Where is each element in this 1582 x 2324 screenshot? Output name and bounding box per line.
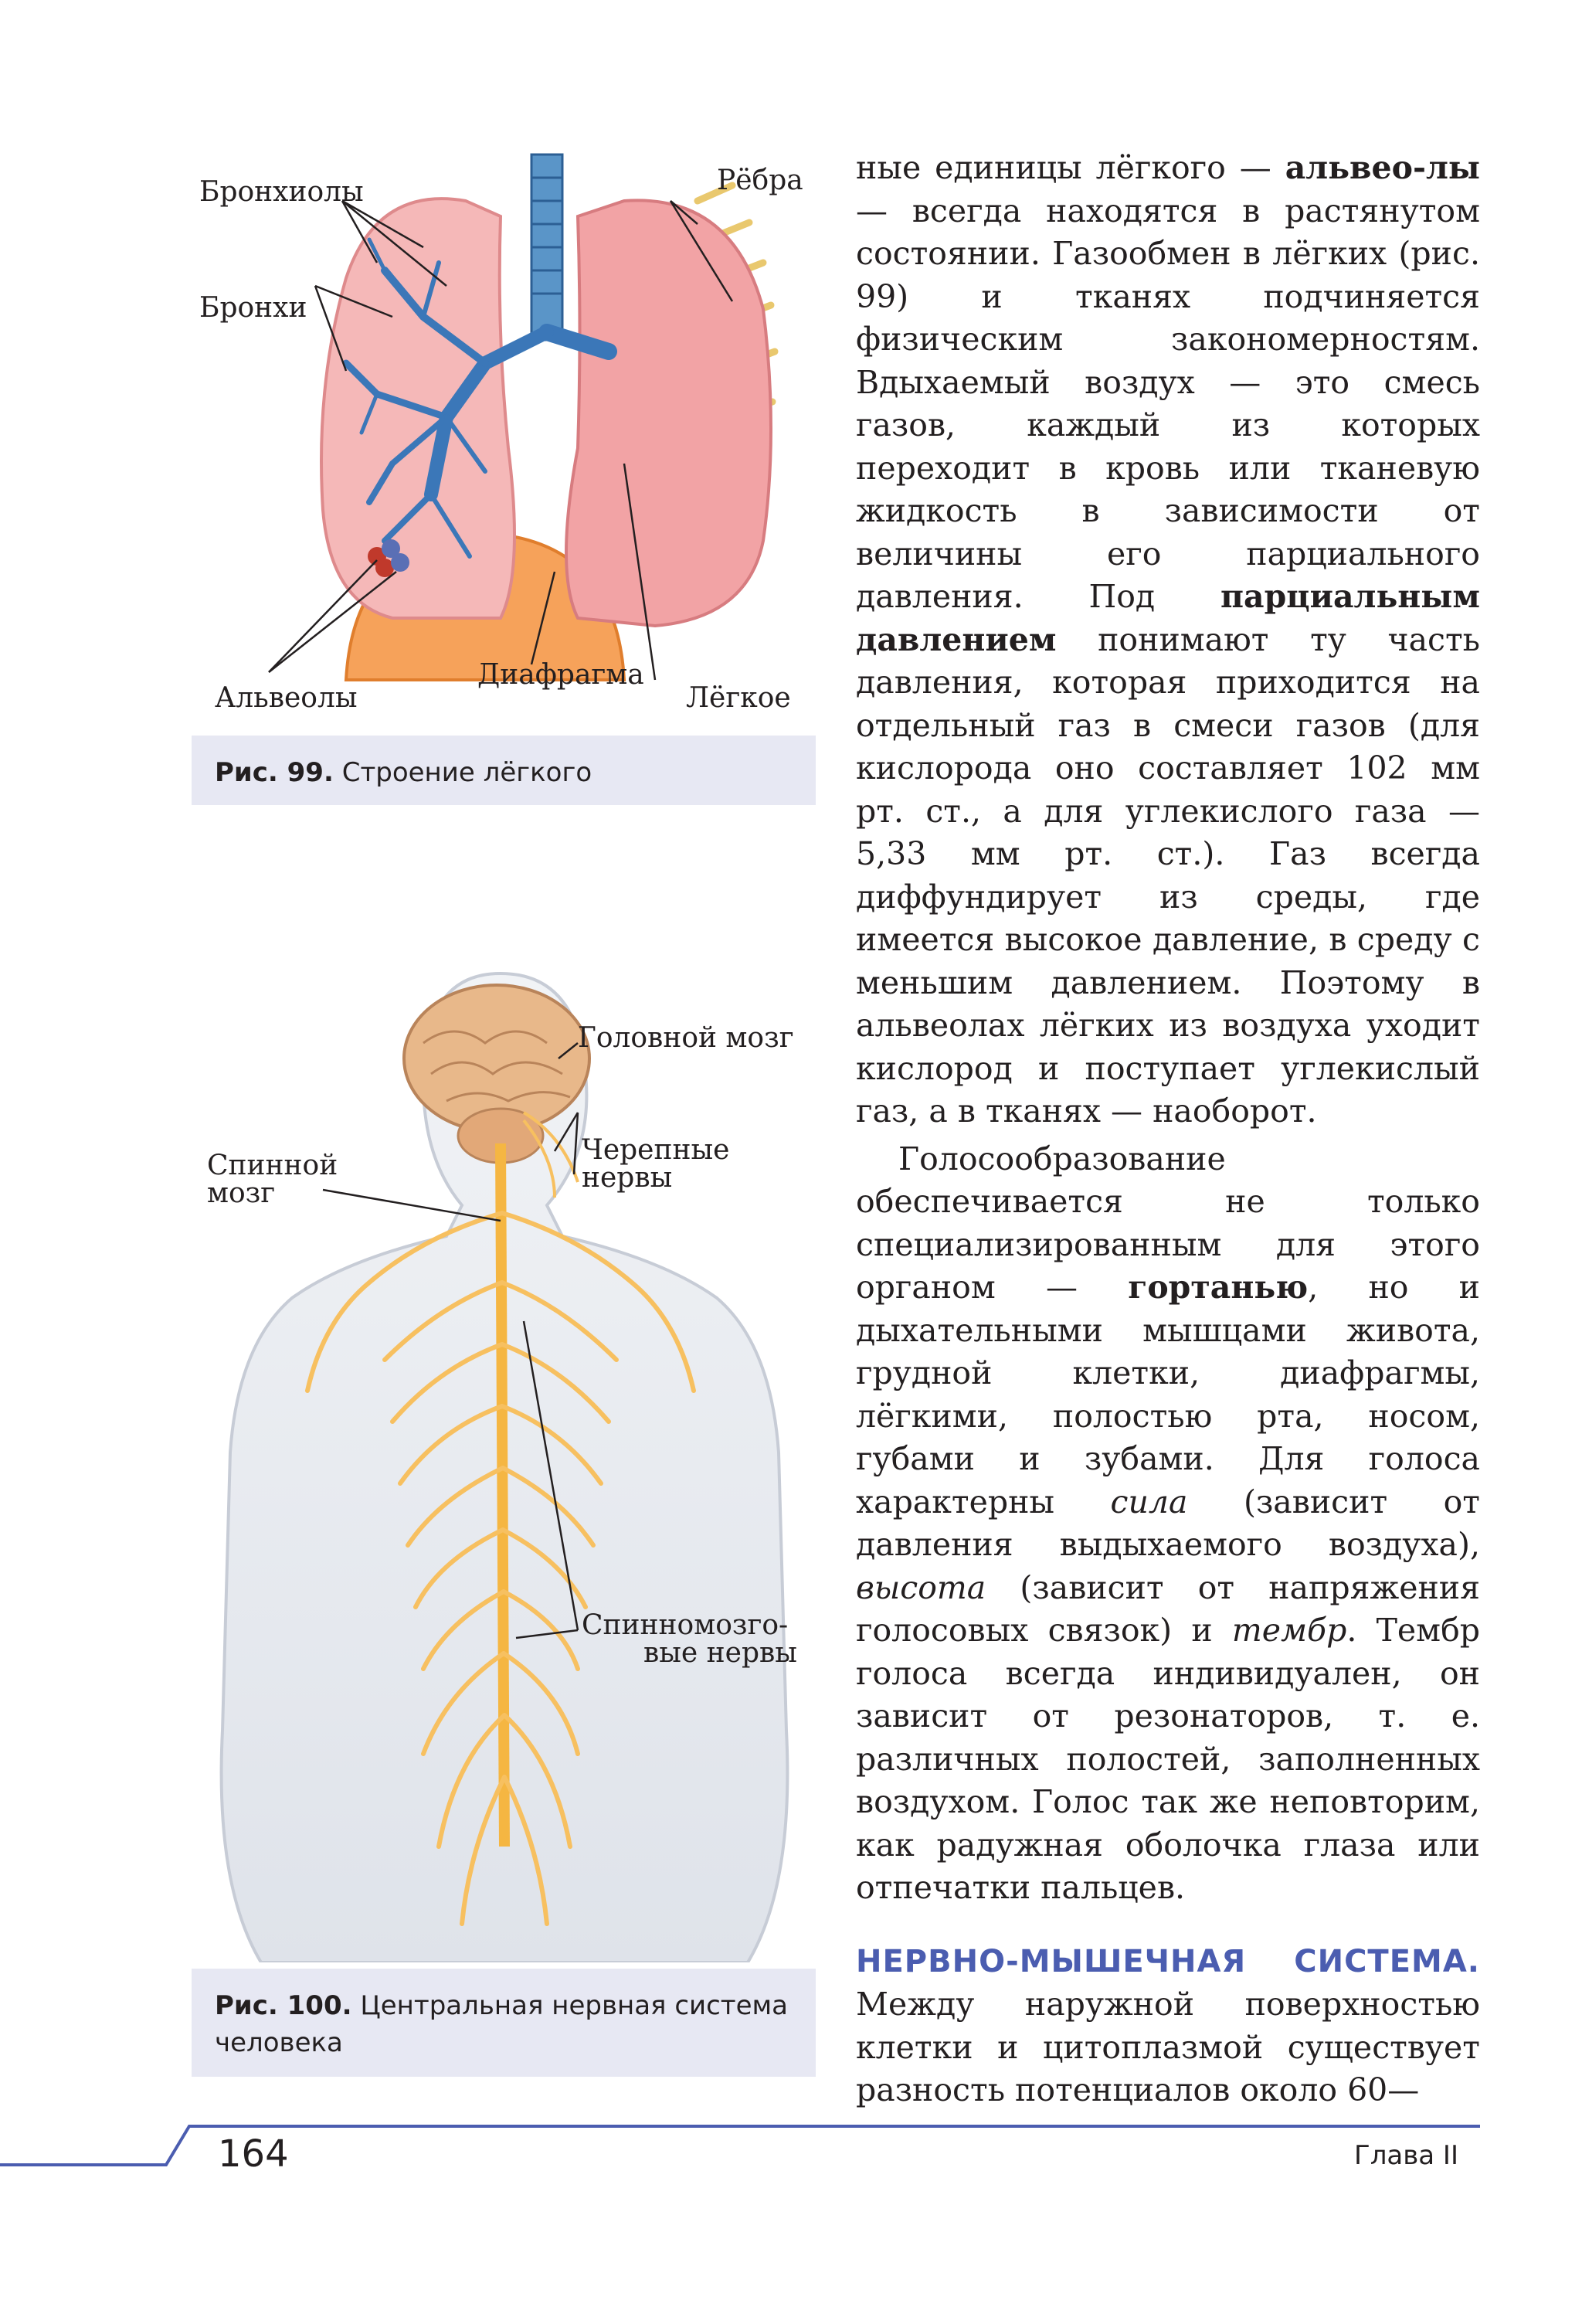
label-cranial-nerves-2: нервы bbox=[582, 1162, 673, 1194]
paragraph-voice: Голосообразование обеспечивается не только специализированным для этого органом — гортанью, но и дыхательными мышцами живота, грудной клетки, диафрагмы, лёгкими, полостью рта, носом, губами и зубами. Для голоса характерны сила (зависит от давления выдыхаемого воздуха), высота (зависит от напряжения голосовых связок) и тембр. Тембр голоса всегда индивидуален, он зависит от резонаторов, т. е. различных полостей, заполненных воздухом. Голос так же неповторим, как радужная оболочка глаза или отпечатки пальцев. bbox=[856, 1140, 1481, 1906]
term-alveoli-cont: лы bbox=[1425, 149, 1480, 186]
page-number: 164 bbox=[218, 2132, 289, 2176]
term-pitch: высота bbox=[856, 1568, 986, 1606]
label-lung: Лёгкое bbox=[686, 682, 791, 714]
caption-text: Центральная нервная система bbox=[360, 1990, 789, 2021]
chapter-label: Глава II bbox=[1353, 2140, 1458, 2171]
term-alveoli: альвео- bbox=[1285, 149, 1426, 186]
label-spinal-cord-2: мозг bbox=[207, 1177, 276, 1209]
caption-text-line-2: человека bbox=[215, 2027, 343, 2058]
nervous-system-illustration bbox=[192, 958, 816, 1962]
term-partial-pressure: парциальным давлением bbox=[856, 578, 1480, 658]
text-column bbox=[856, 147, 1480, 2112]
caption-number: Рис. 99. bbox=[215, 757, 334, 788]
section-heading-neuromuscular: НЕРВНО-МЫШЕЧНАЯ СИСТЕМА. bbox=[856, 1943, 1480, 1979]
label-brain: Головной мозг bbox=[578, 1022, 794, 1054]
caption-text: Строение лёгкого bbox=[341, 757, 592, 788]
label-ribs: Рёбра bbox=[717, 165, 803, 196]
figure-99 bbox=[192, 139, 816, 726]
figure-100 bbox=[192, 958, 816, 1962]
term-larynx: гортанью bbox=[1128, 1269, 1309, 1306]
label-spinal-nerves-2: вые нервы bbox=[643, 1637, 797, 1669]
figure-99-caption bbox=[192, 736, 816, 805]
right-lung-drawing bbox=[566, 200, 771, 626]
label-spinal-nerves-1: Спинномозго- bbox=[582, 1609, 789, 1641]
label-spinal-cord-1: Спинной bbox=[207, 1150, 338, 1181]
term-strength: сила bbox=[1110, 1483, 1188, 1520]
label-alveoli: Альвеолы bbox=[215, 682, 358, 714]
figure-100-caption bbox=[192, 1969, 816, 2077]
label-diaphragm: Диафрагма bbox=[477, 659, 644, 691]
term-timbre: тембр bbox=[1231, 1612, 1347, 1649]
caption-number: Рис. 100. bbox=[215, 1990, 352, 2021]
paragraph-gas-exchange: ные единицы лёгкого — альвео-лы — всегда находятся в растянутом состоянии. Газообмен в лёгких (рис. 99) и тканях подчиняется физическим закономерностям. Вдыхаемый воздух — это смесь газов, каждый из которых переходит в кровь или тканевую жидкость в зависимости от величины его парциального давления. Под парциальным давлением понимают ту часть давления, которая приходится на отдельный газ в смеси газов (для кислорода оно составляет 102 мм рт. ст., а для углекислого газа — 5,33 мм рт. ст.). Газ всегда диффундирует из среды, где имеется высокое давление, в среду с меньшим давлением. Поэтому в альвеолах лёгких из воздуха уходит кислород и поступает углекислый газ, а в тканях — наоборот. bbox=[856, 149, 1480, 1130]
paragraph-neuromuscular: Между наружной поверхностью клетки и цитоплазмой существует разность потенциалов около 60— bbox=[856, 1986, 1480, 2108]
label-cranial-nerves-1: Черепные bbox=[582, 1134, 730, 1166]
label-bronchi: Бронхи bbox=[199, 292, 307, 324]
lung-illustration bbox=[192, 139, 816, 726]
label-bronchioles: Бронхиолы bbox=[199, 176, 364, 208]
spinal-cord-drawing bbox=[501, 1143, 504, 1847]
